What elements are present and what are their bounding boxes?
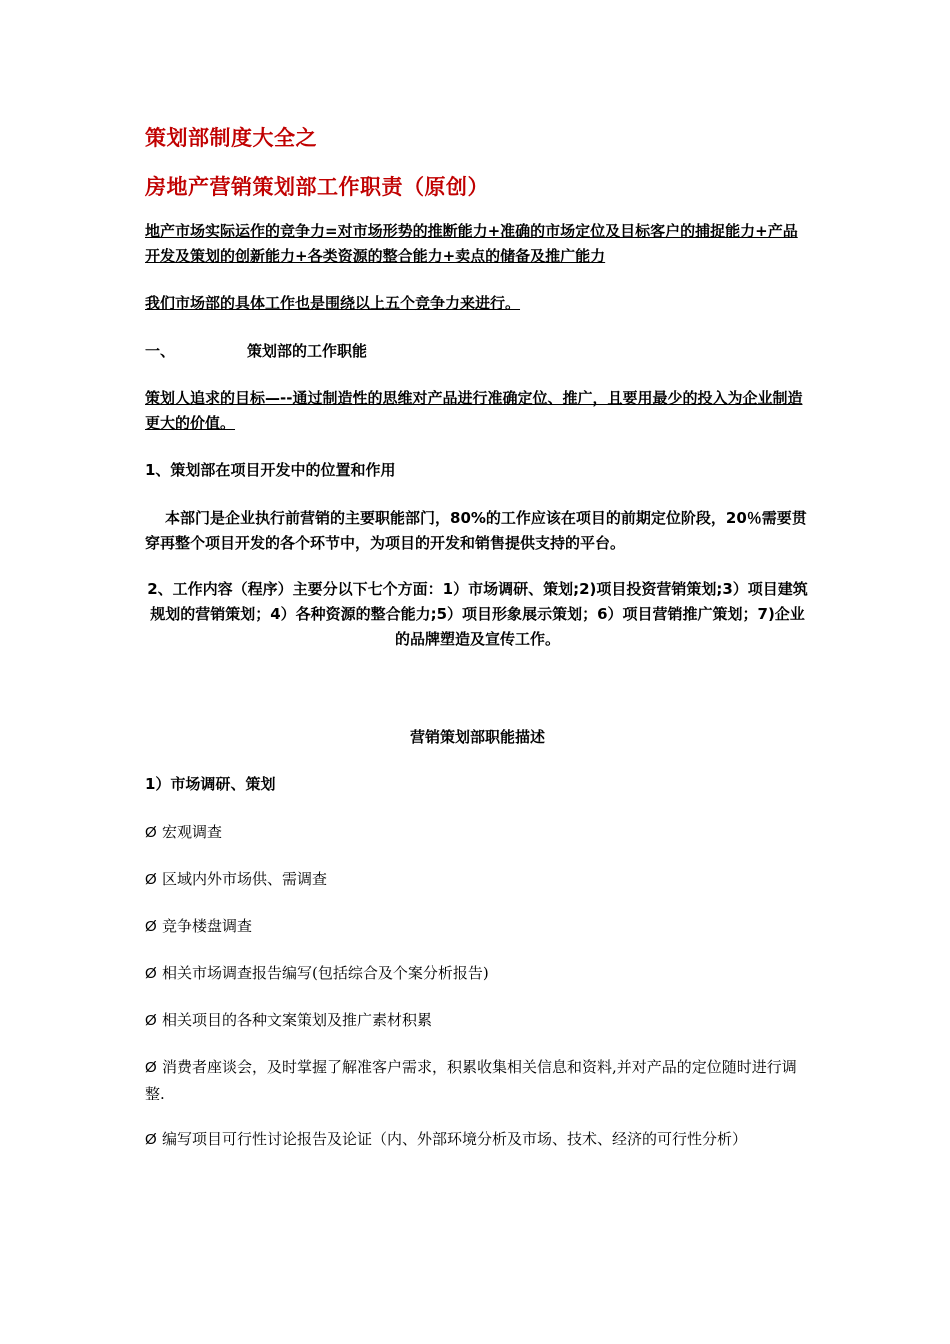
list-item: Ø 区域内外市场供、需调查 xyxy=(145,866,810,893)
section-number: 一、 xyxy=(145,342,176,360)
function-description-title: 营销策划部职能描述 xyxy=(409,728,545,746)
intro-paragraph-2: 我们市场部的具体工作也是围绕以上五个竞争力来进行。 xyxy=(145,294,521,312)
intro-paragraph: 地产市场实际运作的竞争力=对市场形势的推断能力+准确的市场定位及目标客户的捕捉能力+产品开发及策划的创新能力+各类资源的整合能力+卖点的储备及推广能力 xyxy=(145,222,798,265)
bullet-icon: Ø xyxy=(145,1131,157,1148)
subheading-position-role: 1、策划部在项目开发中的位置和作用 xyxy=(145,461,396,479)
list-item: Ø 竞争楼盘调查 xyxy=(145,913,810,940)
list-item: Ø 宏观调查 xyxy=(145,819,810,846)
section-title: 策划部的工作职能 xyxy=(247,342,368,360)
list-item: Ø 相关市场调查报告编写(包括综合及个案分析报告) xyxy=(145,960,810,987)
list-heading-market-research: 1）市场调研、策划 xyxy=(145,775,276,793)
work-content-paragraph: 2、工作内容（程序）主要分以下七个方面：1）市场调研、策划;2)项目投资营销策划;3）项目建筑规划的营销策划；4）各种资源的整合能力;5）项目形象展示策划；6）项目营销推广策划；7)企业的品牌塑造及宣传工作。 xyxy=(147,580,808,648)
list-item: Ø 消费者座谈会，及时掌握了解准客户需求，积累收集相关信息和资料,并对产品的定位随时进行调整. xyxy=(145,1054,810,1107)
bullet-icon: Ø xyxy=(145,824,157,841)
list-item: Ø 相关项目的各种文案策划及推广素材积累 xyxy=(145,1007,810,1034)
bullet-icon: Ø xyxy=(145,965,157,982)
title-line-1: 策划部制度大全之 xyxy=(145,126,317,150)
bullet-icon: Ø xyxy=(145,1059,157,1076)
bullet-icon: Ø xyxy=(145,1012,157,1029)
department-paragraph: 本部门是企业执行前营销的主要职能部门，80%的工作应该在项目的前期定位阶段，20％需要贯穿再整个项目开发的各个环节中，为项目的开发和销售提供支持的平台。 xyxy=(145,509,807,552)
title-line-2: 房地产营销策划部工作职责（原创） xyxy=(145,175,489,199)
section-heading-1 xyxy=(145,339,810,364)
list-item: Ø 编写项目可行性讨论报告及论证（内、外部环境分析及市场、技术、经济的可行性分析） xyxy=(145,1126,810,1153)
goal-paragraph: 策划人追求的目标—--通过制造性的思维对产品进行准确定位、推广，且要用最少的投入为企业制造更大的价值。 xyxy=(145,389,803,432)
bullet-icon: Ø xyxy=(145,918,157,935)
bullet-icon: Ø xyxy=(145,871,157,888)
